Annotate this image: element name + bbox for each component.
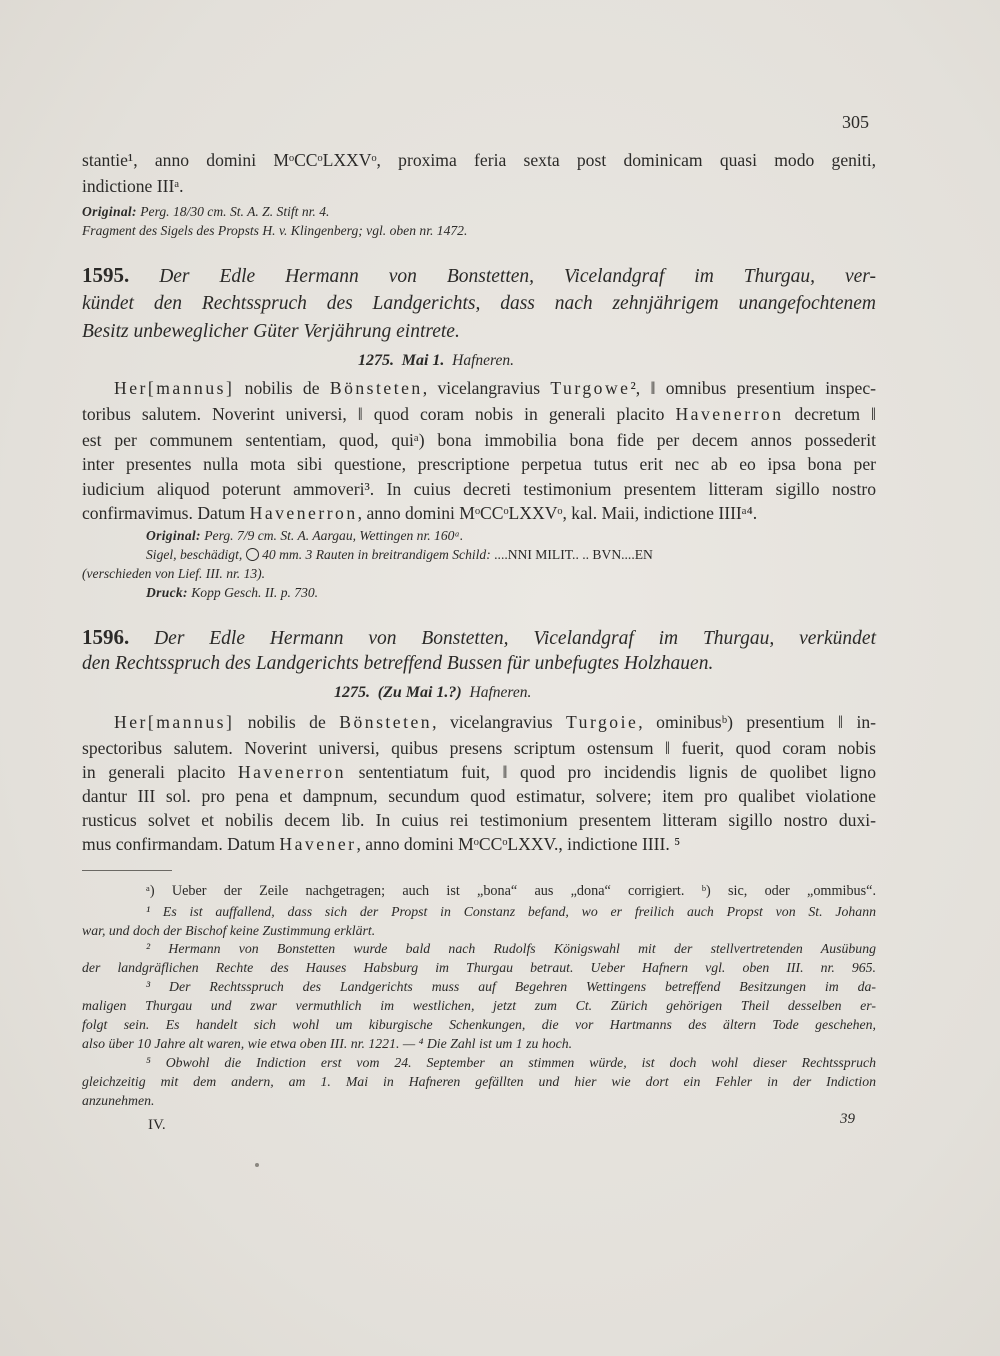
text-line xyxy=(114,712,876,733)
text-line: spectoribus salutem. Noverint universi, quibus presens scriptum ostensum ‖ fuerit, quod coram nobis xyxy=(82,738,876,758)
text-span: nobilis de xyxy=(234,712,340,732)
date-day: (Zu Mai 1.?) xyxy=(377,684,462,701)
doc-date xyxy=(334,684,531,702)
text-span: , vicelangravius xyxy=(422,378,551,398)
date-day: Mai 1. xyxy=(401,352,445,369)
doc-heading-line: kündet den Rechtsspruch des Landgerichts, dass nach zehnjährigem unangefochtenem xyxy=(82,293,876,314)
text-line: dantur III sol. pro pena et dampnum, secundum quod estimatur, solvere; item pro qualibet violatione xyxy=(82,786,876,806)
name-spaced: Havenerron xyxy=(675,404,784,424)
text-span: , anno domini MᵒCCᵒLXXV., indictione IIII. ⁵ xyxy=(356,834,681,854)
name-spaced: Havener xyxy=(279,834,357,854)
source-label: Druck: xyxy=(146,585,188,600)
text-span: toribus salutem. Noverint universi, ‖ quod coram nobis in generali placito xyxy=(82,404,676,424)
doc-number: 1596. xyxy=(82,625,130,649)
source-text: Sigel, beschädigt, xyxy=(146,547,246,562)
footnote-line: ² Hermann von Bonstetten wurde bald nach Rudolfs Königswahl mit der stellvertretenden Ausübung xyxy=(146,941,876,956)
footnote-line: maligen Thurgau und zwar vermuthlich im westlichen, jetzt zum Ct. Zürich gehörigen Theil desselben er- xyxy=(82,998,876,1013)
text-line: rusticus solvet et nobilis decem lib. In cuius rei testimonium presentem litteram sigillo nostro duxi- xyxy=(82,810,876,830)
source-label: Original: xyxy=(146,528,201,543)
doc-heading-line: Besitz unbeweglicher Güter Verjährung eintrete. xyxy=(82,321,460,342)
doc-heading-line: den Rechtsspruch des Landgerichts betreffend Bussen für unbefugtes Holzhauen. xyxy=(82,653,714,674)
page-number: 305 xyxy=(842,112,869,132)
source-line xyxy=(146,585,940,601)
text-span: , vicelangravius xyxy=(432,712,567,732)
source-text: Perg. 7/9 cm. St. A. Aargau, Wettingen nr. 160ᵃ. xyxy=(200,528,464,543)
doc-heading-line xyxy=(82,625,876,650)
seal-legend: ....NNI MILIT.. .. BVN....EN xyxy=(490,547,653,562)
text-span: in generali placito xyxy=(82,762,238,782)
source-line: (verschieden von Lief. III. nr. 13). xyxy=(82,566,266,581)
text-line: inter presentes nulla mota sibi questione, prescriptione perpetua tutus erit nec ab eo ipsa bona per xyxy=(82,454,876,474)
text-line xyxy=(114,378,876,399)
doc-heading-text: Der Edle Hermann von Bonstetten, Vicelandgraf im Thurgau, verkündet xyxy=(129,628,876,649)
name-spaced: Bönsteten xyxy=(329,378,423,398)
date-year: 1275. xyxy=(334,684,370,701)
name-spaced: Her[mannus] xyxy=(114,378,235,398)
text-line: indictione IIIᵃ. xyxy=(82,176,184,196)
footnote-line: ¹ Es ist auffallend, dass sich der Propst in Constanz befand, wo er freilich auch Propst von St. Johann xyxy=(146,904,876,919)
text-span: confirmavimus. Datum xyxy=(82,503,250,523)
round-seal-icon xyxy=(246,548,259,561)
name-spaced: Her[mannus] xyxy=(114,712,235,732)
source-label: Original: xyxy=(82,204,137,219)
footnote-line: war, und doch der Bischof keine Zustimmung erklärt. xyxy=(82,923,376,938)
footnote-line: ⁵ Obwohl die Indiction erst vom 24. September an stimmen würde, ist doch wohl dieser Rechtsspruch xyxy=(146,1055,876,1070)
source-line: Fragment des Sigels des Propsts H. v. Klingenberg; vgl. oben nr. 1472. xyxy=(82,223,468,238)
text-line: est per communem sententiam, quod, quiᵃ) bona immobilia bona fide per decem annos possederit xyxy=(82,430,876,450)
source-text: 40 mm. 3 Rauten in breitrandigem Schild: xyxy=(258,547,491,562)
name-spaced: Turgowe xyxy=(550,378,631,398)
text-span: nobilis de xyxy=(234,378,330,398)
date-place: Hafneren. xyxy=(469,684,532,701)
volume-marker: IV. xyxy=(148,1117,166,1133)
source-text: Kopp Gesch. II. p. 730. xyxy=(187,585,319,600)
doc-number: 1595. xyxy=(82,263,130,287)
text-line: stantie¹, anno domini MᵒCCᵒLXXVᵒ, proxima feria sexta post dominicam quasi modo geniti, xyxy=(82,150,876,170)
doc-heading-text: Der Edle Hermann von Bonstetten, Vicelandgraf im Thurgau, ver- xyxy=(129,266,876,287)
name-spaced: Bönsteten xyxy=(339,712,433,732)
paper-speck xyxy=(255,1163,259,1167)
name-spaced: Havenerron xyxy=(249,503,358,523)
footnote-line: ᵃ) Ueber der Zeile nachgetragen; auch ist „bona“ aus „dona“ corrigiert. ᵇ) sic, oder „ommibus“. xyxy=(146,883,876,899)
sheet-signature: 39 xyxy=(840,1111,855,1127)
footnote-line: also über 10 Jahre alt waren, wie etwa oben III. nr. 1221. — ⁴ Die Zahl ist um 1 zu hoch. xyxy=(82,1036,573,1051)
text-span: ², ‖ omnibus presentium inspec- xyxy=(630,378,877,398)
text-line xyxy=(82,404,876,425)
footnote-divider xyxy=(82,870,172,871)
footnote-line: gleichzeitig mit dem andern, am 1. Mai in Hafneren gefällten und hier wie dort ein Fehler in der Indiction xyxy=(82,1074,876,1089)
footnote-line: anzunehmen. xyxy=(82,1093,155,1108)
source-line xyxy=(82,204,876,220)
footnote-line: ³ Der Rechtsspruch des Landgerichts muss auf Begehren Wettingens betreffend Besitzungen im da- xyxy=(146,979,876,994)
text-line xyxy=(82,834,876,855)
text-line xyxy=(82,503,876,524)
text-span: sententiatum fuit, ‖ quod pro incidendis lignis de quolibet ligno xyxy=(346,762,876,782)
text-span: , anno domini MᵒCCᵒLXXVᵒ, kal. Maii, indictione IIIIᵃ⁴. xyxy=(357,503,758,523)
doc-date xyxy=(358,352,514,370)
date-place: Hafneren. xyxy=(452,352,515,369)
footnote-line: der landgräflichen Rechte des Hauses Habsburg im Thurgau betraut. Ueber Hafnern vgl. oben III. nr. 965. xyxy=(82,960,876,975)
footnote-line: folgt sein. Es handelt sich wohl um kiburgische Schenkungen, die vor Hartmanns des ältern Tode geschehen, xyxy=(82,1017,876,1032)
text-span: mus confirmandam. Datum xyxy=(82,834,280,854)
text-line: iudicium aliquod poterunt ammoveri³. In cuius decreti testimonium presentem litteram sigillo nostro xyxy=(82,479,876,499)
name-spaced: Havenerron xyxy=(237,762,347,782)
source-line xyxy=(146,547,876,563)
text-span: decretum ‖ xyxy=(783,404,876,424)
doc-heading-line xyxy=(82,263,876,288)
source-text: Perg. 18/30 cm. St. A. Z. Stift nr. 4. xyxy=(136,204,330,219)
text-span: , ominibusᵇ) presentium ‖ in- xyxy=(638,712,877,732)
source-line xyxy=(146,528,940,544)
name-spaced: Turgoie xyxy=(566,712,639,732)
date-year: 1275. xyxy=(358,352,394,369)
text-line xyxy=(82,762,876,783)
